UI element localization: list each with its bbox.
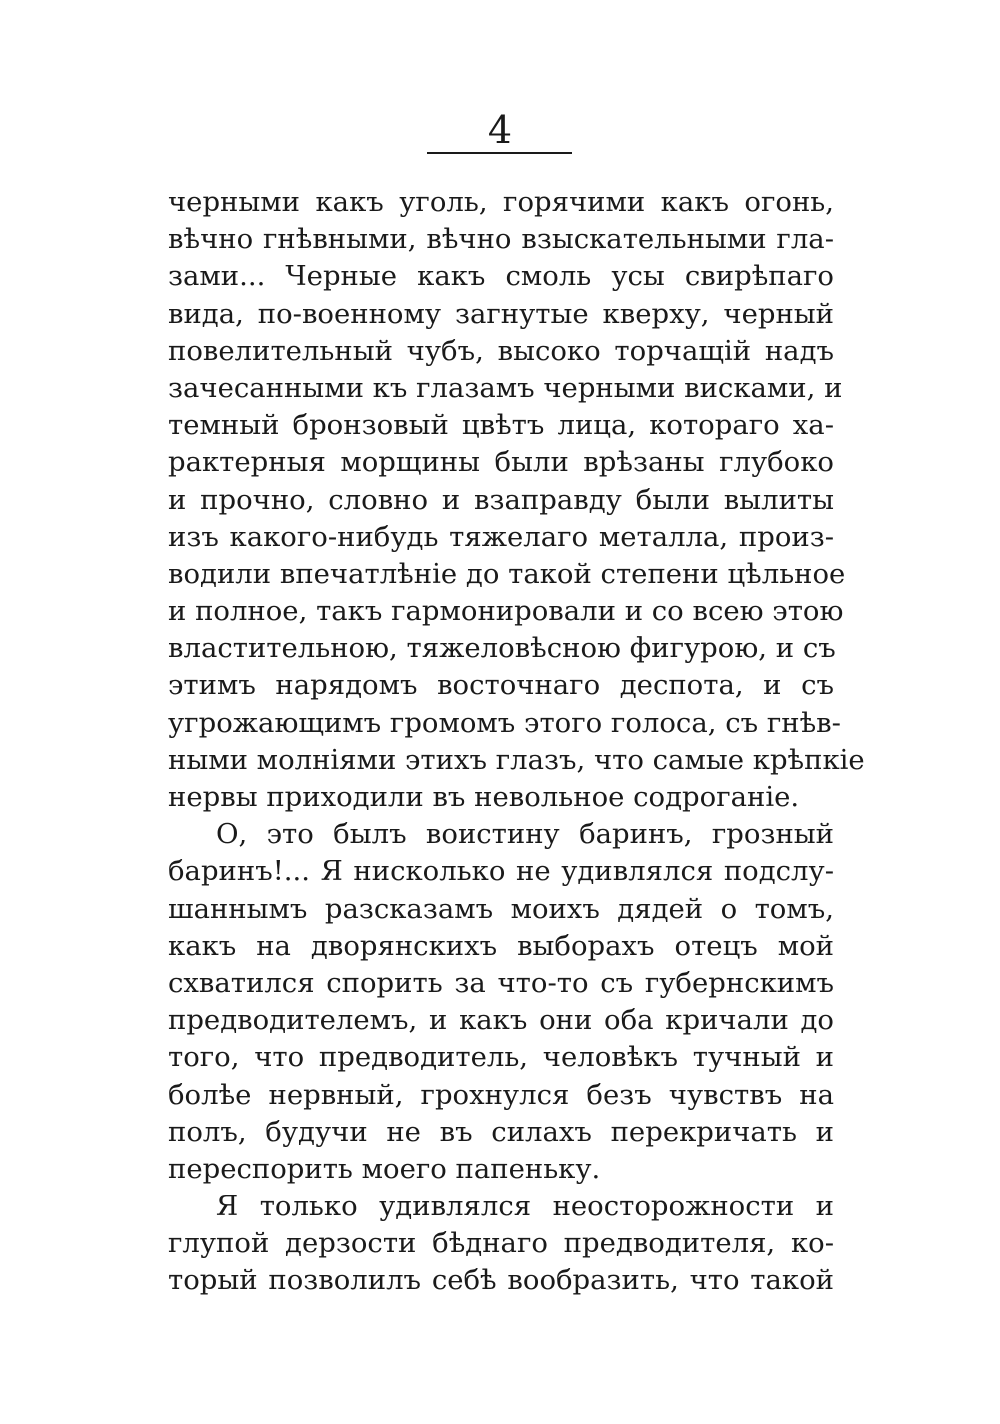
text-line: вида, по-военному загнутые кверху, черный [168, 297, 834, 330]
text-line: вѣчно гнѣвными, вѣчно взыскательными гла- [168, 223, 834, 256]
text-line: того, что предводитель, человѣкъ тучный и [168, 1041, 834, 1074]
text-line: нервы приходили въ невольное содроганіе. [168, 781, 800, 813]
text-line: О, это былъ воистину баринъ, грозный [216, 818, 834, 851]
text-line: изъ какого-нибудь тяжелаго металла, произ- [168, 520, 834, 553]
text-line: глупой дерзости бѣднаго предводителя, ко- [168, 1227, 834, 1260]
paragraph-1 [168, 184, 865, 816]
paragraph-2 [168, 816, 834, 1188]
text-line: властительною, тяжеловѣсною фигурою, и съ [168, 632, 836, 665]
text-line: угрожающимъ громомъ этого голоса, съ гнѣв- [168, 706, 841, 739]
text-line: рактерныя морщины были врѣзаны глубоко [168, 446, 834, 479]
text-line: баринъ!... Я нисколько не удивлялся подслу- [168, 855, 834, 888]
text-line: торый позволилъ себѣ вообразить, что такой [168, 1264, 834, 1297]
text-line: зами... Черные какъ смоль усы свирѣпаго [168, 260, 834, 293]
text-line: ными молніями этихъ глазъ, что самые крѣпкіе [168, 743, 865, 776]
text-line: схватился спорить за что-то съ губернскимъ [168, 966, 834, 999]
text-line: этимъ нарядомъ восточнаго деспота, и съ [168, 669, 834, 702]
text-line: черными какъ уголь, горячими какъ огонь, [168, 186, 834, 218]
paragraph-3 [168, 1188, 834, 1300]
text-line: полъ, будучи не въ силахъ перекричать и [168, 1115, 834, 1148]
text-line: зачесанными къ глазамъ черными висками, и [168, 371, 843, 404]
text-line: предводителемъ, и какъ они оба кричали до [168, 1004, 834, 1037]
text-line: какъ на дворянскихъ выборахъ отецъ мой [168, 929, 834, 962]
header-rule [427, 152, 572, 154]
text-line: темный бронзовый цвѣтъ лица, котораго ха- [168, 409, 834, 442]
text-line: и полное, такъ гармонировали и со всею этою [168, 595, 844, 628]
text-line: Я только удивлялся неосторожности и [216, 1190, 834, 1223]
text-line: и прочно, словно и взаправду были вылиты [168, 483, 834, 516]
text-line: болѣе нервный, грохнулся безъ чувствъ на [168, 1078, 834, 1111]
text-line: шаннымъ разсказамъ моихъ дядей о томъ, [168, 892, 834, 925]
text-line: водили впечатлѣніе до такой степени цѣльное [168, 557, 846, 590]
text-body [168, 184, 865, 1300]
page-number: 4 [487, 108, 513, 152]
text-line: повелительный чубъ, высоко торчащій надъ [168, 334, 834, 367]
text-line: переспорить моего папеньку. [168, 1152, 601, 1185]
